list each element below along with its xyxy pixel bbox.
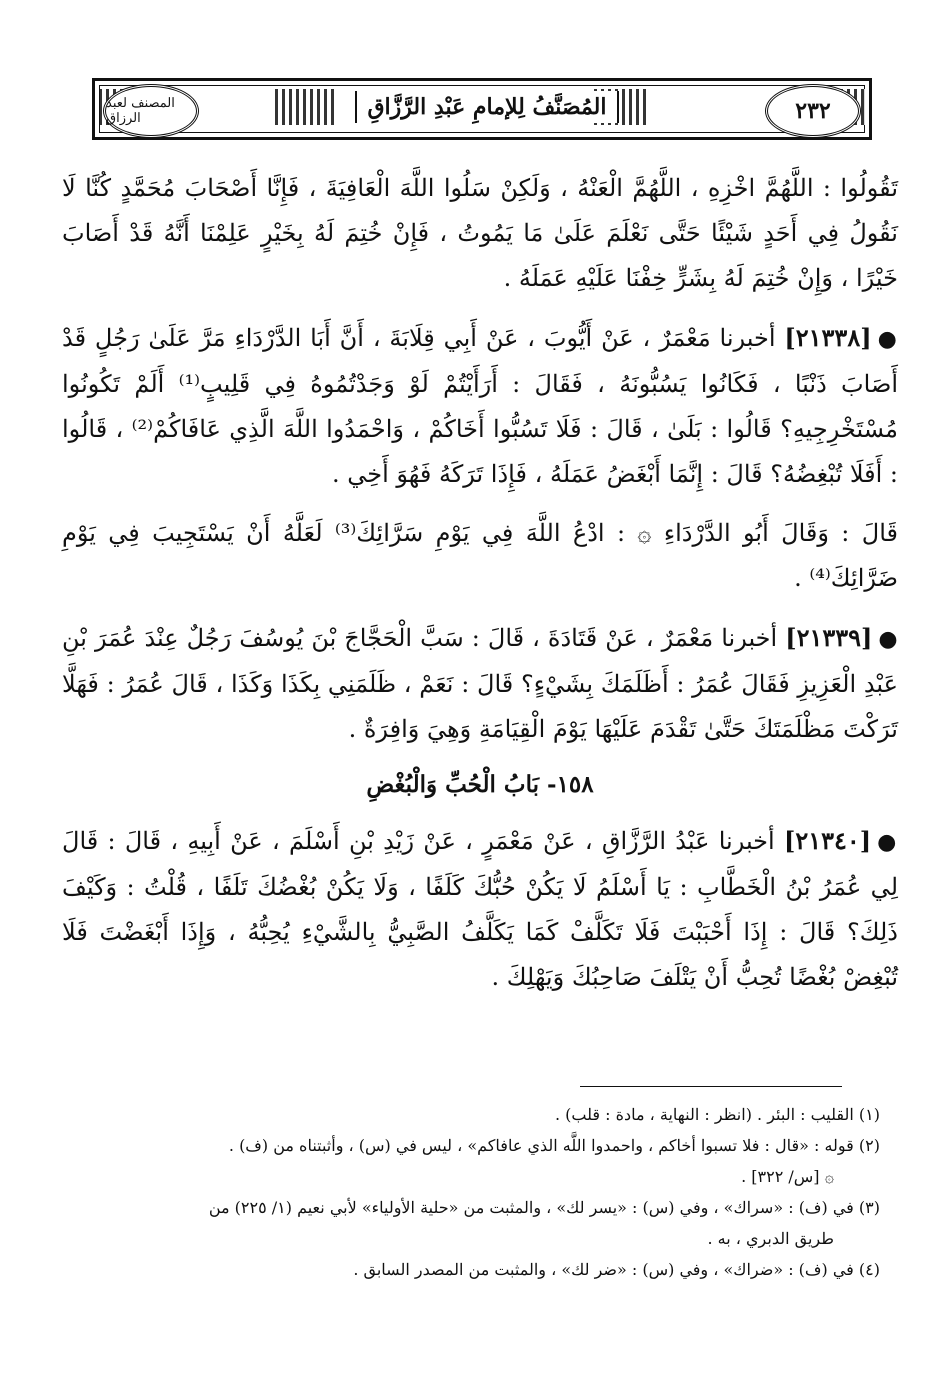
- footnotes: [70, 1100, 880, 1286]
- main-text: [62, 166, 898, 1014]
- header-ornament-left-inner: [275, 89, 335, 125]
- bullet-icon: ●: [878, 627, 899, 652]
- running-header: [92, 78, 872, 140]
- footnote-2: (٢) قوله : «قال : فلا تسبوا أخاكم ، واحمدوا اللَّه الذي عافاكم» ، ليس في (س) ، وأثبتناه من (ف) .: [228, 1136, 880, 1155]
- page-number: ٢٣٢: [765, 84, 861, 138]
- bullet-icon: ●: [877, 327, 898, 352]
- hadith-text: أخبرنا مَعْمَرٌ ، عَنْ قَتَادَةَ ، قَالَ : سَبَّ الْحَجَّاجَ بْنَ يُوسُفَ رَجُلٌ عِنْدَ عُمَرَ بْنِ عَبْدِ الْعَزِيزِ فَقَالَ عُمَرُ : أَظَلَمَكَ بِشَيْءٍ؟ قَالَ : نَعَمْ ، ظَلَمَنِي بِكَذَا وَكَذَا ، قَالَ عُمَرُ : فَهَلَّا تَرَكْتَ مَظْلَمَتَكَ حَتَّىٰ تَقْدَمَ عَلَيْهَا يَوْمَ الْقِيَامَةِ وَهِيَ وَافِرَةٌ .: [62, 624, 898, 743]
- footnote-4: (٤) في (ف) : «ضراك» ، وفي (س) : «ضر لك» ، والمثبت من المصدر السابق .: [353, 1260, 880, 1279]
- manuscript-page-marker: ۞ [س/ ٣٢٢] .: [741, 1167, 834, 1186]
- hadith-number: [٢١٣٣٩]: [785, 623, 873, 652]
- hadith-21338: [62, 315, 898, 497]
- footnote-3: (٣) في (ف) : «سراك» ، وفي (س) : «يسر لك» ، والمثبت من «حلية الأولياء» لأبي نعيم (١/ ٢٢٥) من: [208, 1198, 880, 1217]
- chapter-heading: ١٥٨- بَابُ الْحُبِّ وَالْبُغْضِ: [366, 771, 594, 798]
- footnote-1: (١) القليب : البئر . (انظر : النهاية ، مادة : قلب) .: [554, 1105, 880, 1124]
- paragraph-abu-darda: [62, 511, 898, 601]
- paragraph-text: قَالَ : وَقَالَ أَبُو الدَّرْدَاءِ ۞ : ادْعُ اللَّهَ فِي يَوْمِ سَرَّائِكَ⁽³⁾ لَعَلَّهُ أَنْ يَسْتَجِيبَ فِي يَوْمِ ضَرَّائِكَ⁽⁴⁾ .: [62, 519, 898, 592]
- footnote-divider: [580, 1086, 842, 1087]
- hadith-text: أخبرنا مَعْمَرٌ ، عَنْ أَيُّوبَ ، عَنْ أَبِي قِلَابَةَ ، أَنَّ أَبَا الدَّرْدَاءِ مَرَّ عَلَىٰ رَجُلٍ قَدْ أَصَابَ ذَنْبًا ، فَكَانُوا يَسُبُّونَهُ ، فَقَالَ : أَرَأَيْتُمْ لَوْ وَجَدْتُمُوهُ فِي قَلِيبٍ⁽¹⁾ أَلَمْ تَكُونُوا مُسْتَخْرِجِيهِ؟ قَالُوا : بَلَىٰ ، قَالَ : فَلَا تَسُبُّوا أَخَاكُمْ ، وَاحْمَدُوا اللَّهَ الَّذِي عَافَاكُمْ⁽²⁾ ، قَالُوا : أَفَلَا تُبْغِضُهُ؟ قَالَ : إِنَّمَا أَبْغَضُ عَمَلَهُ ، فَإِذَا تَرَكَهُ فَهُوَ أَخِي .: [62, 324, 899, 488]
- hadith-21339: [62, 615, 898, 752]
- emblem-medallion: [103, 84, 199, 138]
- running-title: المُصَنَّفُ لِلإمامِ عَبْدِ الرَّزَّاقِ: [355, 91, 619, 123]
- footnote-3-continued: طريق الدبري ، به .: [707, 1229, 834, 1248]
- hadith-text: أخبرنا عَبْدُ الرَّزَّاقِ ، عَنْ مَعْمَرٍ ، عَنْ زَيْدِ بْنِ أَسْلَمَ ، عَنْ أَبِيهِ ، قَالَ : قَالَ لِي عُمَرُ بْنُ الْخَطَّابِ : يَا أَسْلَمُ لَا يَكُنْ حُبُّكَ كَلَفًا ، وَلَا يَكُنْ بُغْضُكَ تَلَفًا ، قُلْتُ : وَكَيْفَ ذَلِكَ؟ قَالَ : إِذَا أَحْبَبْتَ فَلَا تَكَلَّفْ كَمَا يَكَلَّفُ الصَّبِيُّ بِالشَّيْءِ يُحِبُّهُ ، وَإِذَا أَبْغَضْتَ فَلَا تُبْغِضْ بُغْضًا تُحِبُّ أَنْ يَتْلَفَ صَاحِبُكَ وَيَهْلِكَ .: [62, 827, 899, 991]
- emblem-text: المصنف لعبد الرزاق: [106, 96, 175, 126]
- hadith-number: [٢١٣٤٠]: [783, 826, 872, 855]
- paragraph-text: تَقُولُوا : اللَّهُمَّ اخْزِهِ ، اللَّهُمَّ الْعَنْهُ ، وَلَكِنْ سَلُوا اللَّهَ الْعَافِيَةَ ، فَإِنَّا أَصْحَابَ مُحَمَّدٍ كُنَّا لَا نَقُولُ فِي أَحَدٍ شَيْئًا حَتَّى نَعْلَمَ عَلَىٰ مَا يَمُوتُ ، فَإِنْ خُتِمَ لَهُ بِخَيْرٍ عَلِمْنَا أَنَّهُ قَدْ أَصَابَ خَيْرًا ، وَإِنْ خُتِمَ لَهُ بِشَرٍّ خِفْنَا عَلَيْهِ عَمَلَهُ .: [62, 174, 898, 292]
- hadith-number: [٢١٣٣٨]: [784, 323, 872, 352]
- paragraph-continuation: [62, 166, 898, 301]
- bullet-icon: ●: [877, 830, 898, 855]
- hadith-21340: [62, 818, 898, 1000]
